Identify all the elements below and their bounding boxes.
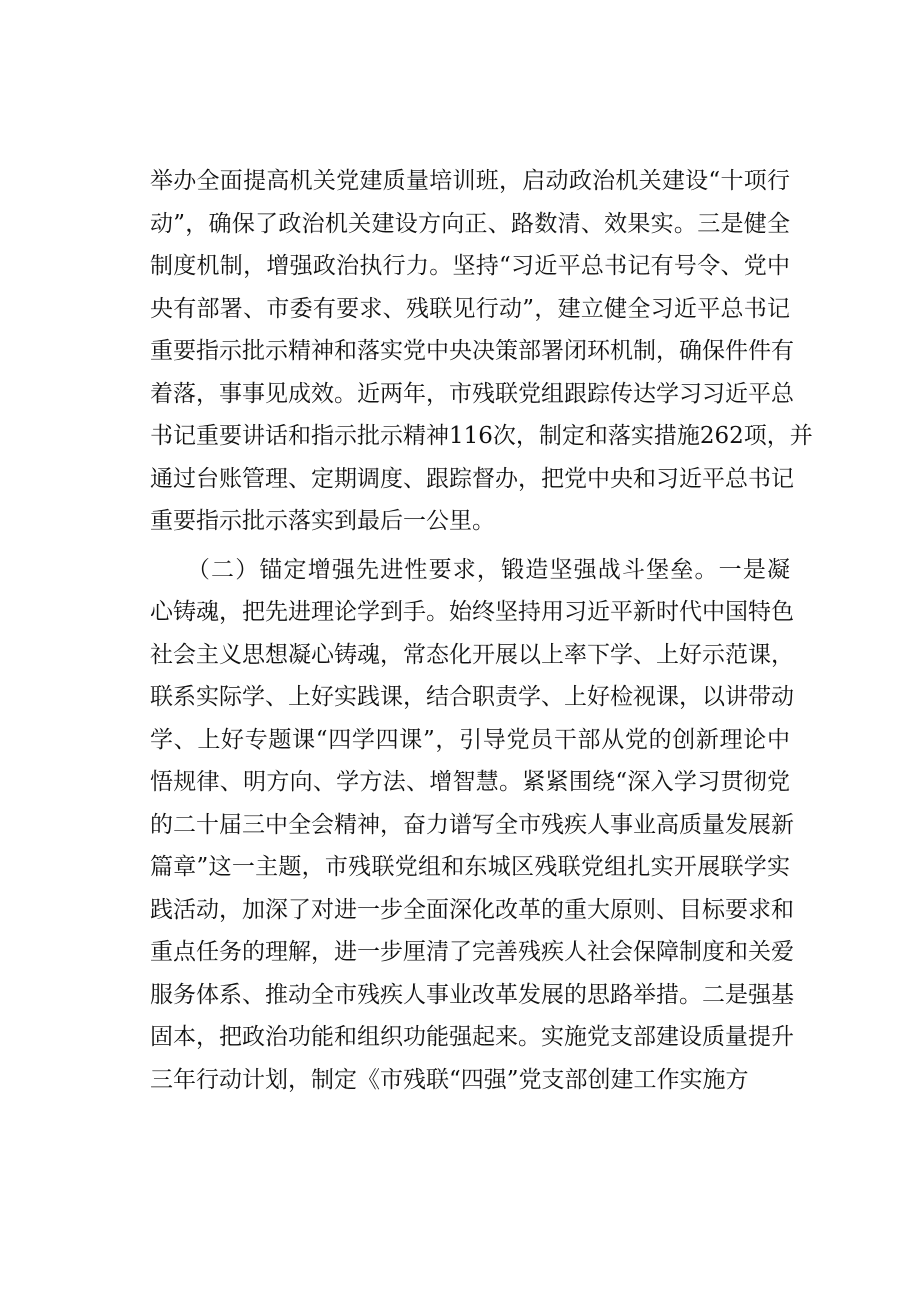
text-line: 着落，事事见成效。近两年，市残联党组跟踪传达学习习近平总 (150, 380, 794, 407)
document-body (150, 160, 813, 1101)
text-line: 三年行动计划，制定《市残联“四强”党支部创建工作实施方 (150, 1066, 749, 1093)
paragraph-2 (150, 549, 794, 1102)
text-line: 举办全面提高机关党建质量培训班，启动政治机关建设“十项行 (150, 168, 790, 194)
text-line: 重要指示批示落实到最后一公里。 (150, 508, 495, 534)
text-line: 动”，确保了政治机关建设方向正、路数清、效果实。三是健全 (150, 210, 790, 237)
text-line: 央有部署、市委有要求、残联见行动”，建立健全习近平总书记 (150, 295, 790, 322)
text-line: 学、上好专题课“四学四课”，引导党员干部从党的创新理论中 (150, 726, 790, 753)
text-line: 重点任务的理解，进一步厘清了完善残疾人社会保障制度和关爱 (150, 939, 794, 965)
text-line: 联系实际学、上好实践课，结合职责学、上好检视课，以讲带动 (150, 684, 794, 710)
text-line: 悟规律、明方向、学方法、增智慧。紧紧围绕“深入学习贯彻党 (150, 769, 790, 795)
text-line: 书记重要讲话和指示批示精神116次，制定和落实措施262项，并 (150, 423, 813, 449)
text-line: （二）锚定增强先进性要求，锻造坚强战斗堡垒。一是凝 (150, 556, 790, 583)
text-line: 固本，把政治功能和组织功能强起来。实施党支部建设质量提升 (150, 1024, 794, 1050)
text-line: 制度机制，增强政治执行力。坚持“习近平总书记有号令、党中 (150, 253, 790, 279)
text-line: 心铸魂，把先进理论学到手。始终坚持用习近平新时代中国特色 (150, 599, 794, 625)
text-line: 的二十届三中全会精神，奋力谱写全市残疾人事业高质量发展新 (150, 811, 794, 838)
text-line: 重要指示批示精神和落实党中央决策部署闭环机制，确保件件有 (150, 338, 794, 364)
paragraph-1 (150, 160, 813, 543)
text-line: 篇章”这一主题，市残联党组和东城区残联党组扎实开展联学实 (150, 854, 790, 880)
text-line: 通过台账管理、定期调度、跟踪督办，把党中央和习近平总书记 (150, 465, 794, 492)
text-line: 服务体系、推动全市残疾人事业改革发展的思路举措。二是强基 (150, 981, 794, 1008)
text-line: 社会主义思想凝心铸魂，常态化开展以上率下学、上好示范课， (150, 641, 794, 668)
text-line: 践活动，加深了对进一步全面深化改革的重大原则、目标要求和 (150, 896, 794, 923)
